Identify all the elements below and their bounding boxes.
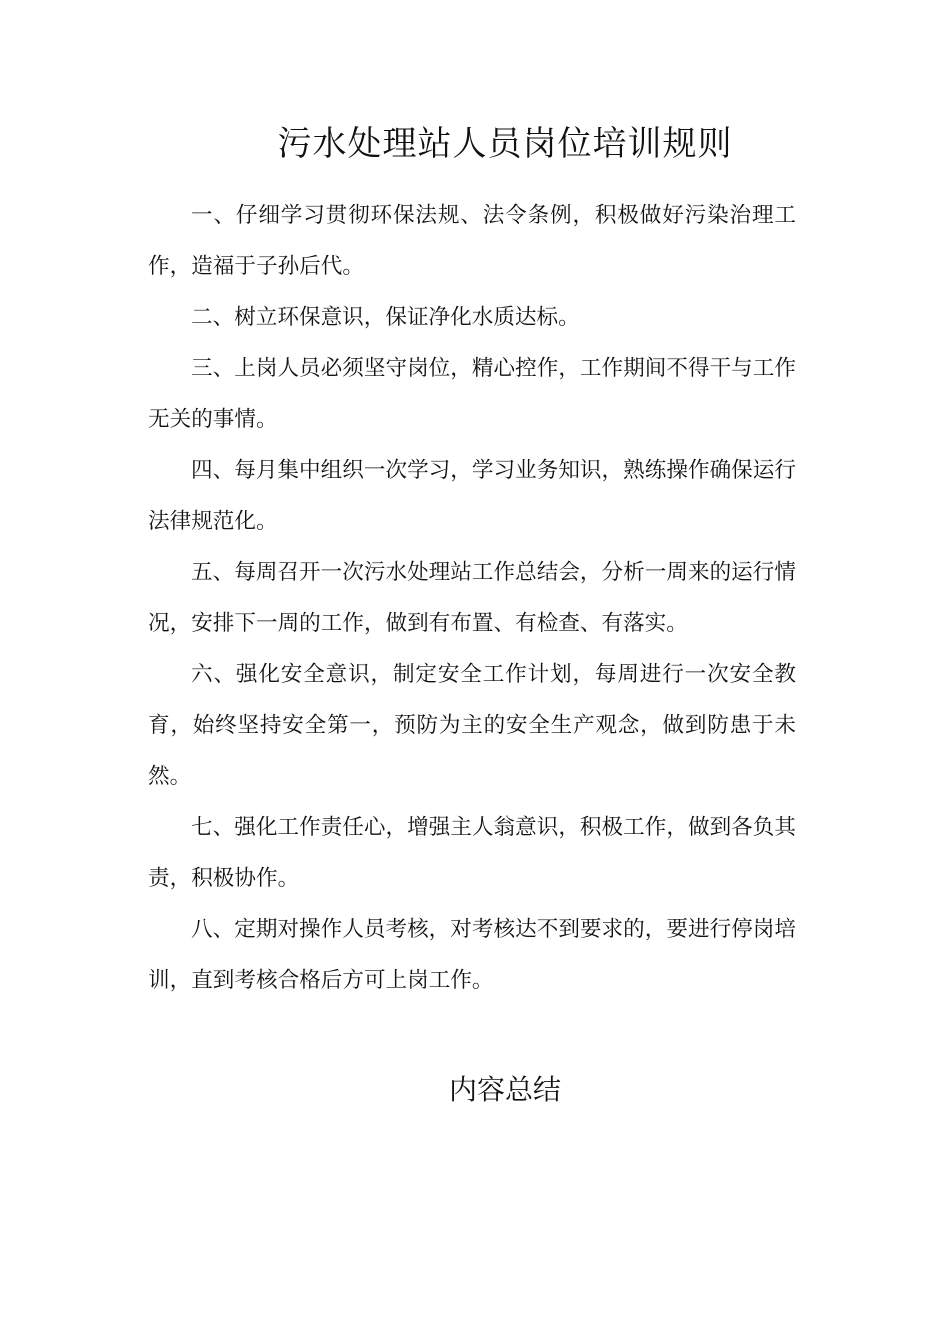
rule-item: 二、树立环保意识，保证净化水质达标。: [191, 305, 580, 330]
rules-list: [148, 190, 796, 1006]
rule-item: 三、上岗人员必须坚守岗位，精心控作，工作期间不得干与工作无关的事情。: [148, 356, 796, 432]
summary-heading: 内容总结: [448, 1073, 561, 1106]
rule-item: 七、强化工作责任心，增强主人翁意识，积极工作，做到各负其责，积极协作。: [148, 815, 796, 891]
rule-item: 八、定期对操作人员考核，对考核达不到要求的，要进行停岗培训，直到考核合格后方可上岗工作。: [148, 917, 796, 993]
rule-item: 六、强化安全意识，制定安全工作计划，每周进行一次安全教育，始终坚持安全第一，预防为主的安全生产观念，做到防患于未然。: [148, 662, 796, 789]
rule-item: 四、每月集中组织一次学习，学习业务知识，熟练操作确保运行法律规范化。: [148, 458, 796, 534]
document-title: 污水处理站人员岗位培训规则: [277, 124, 733, 164]
rule-item: 五、每周召开一次污水处理站工作总结会，分析一周来的运行情况，安排下一周的工作，做到有布置、有检查、有落实。: [148, 560, 796, 636]
rule-item: 一、仔细学习贯彻环保法规、法令条例，积极做好污染治理工作，造福于子孙后代。: [148, 203, 796, 279]
